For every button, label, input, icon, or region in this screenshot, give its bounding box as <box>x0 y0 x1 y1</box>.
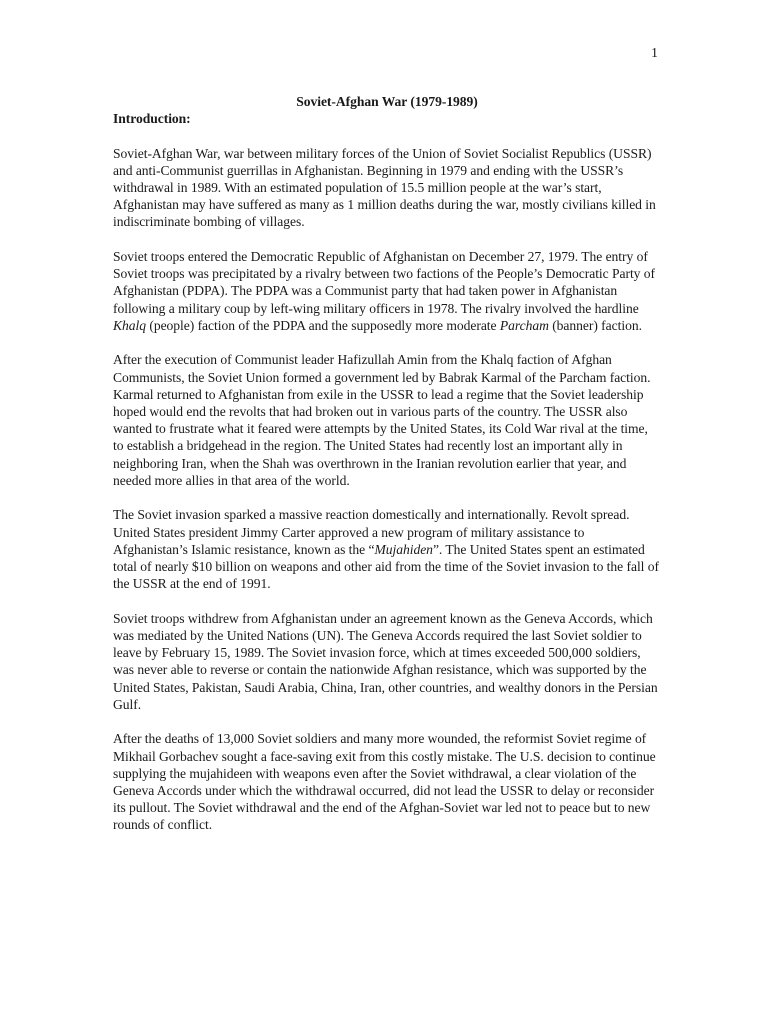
italic-term: Parcham <box>499 317 549 333</box>
section-heading: Introduction: <box>113 111 191 127</box>
paragraph-text: ”. The United States spent an estimated total of nearly $10 billion on weapons and other aid from the time of the Soviet invasion to the fall of the USSR at the end of 1991. <box>113 541 659 592</box>
document-body <box>113 93 661 851</box>
paragraph-text: The Soviet invasion sparked a massive reaction domestically and internationally. Revolt spread. United States president Jimmy Carter approved a new program of military assistance to Afghanistan’s Islamic resistance, known as the “ <box>113 507 630 557</box>
paragraph <box>113 351 661 489</box>
paragraph-text: After the deaths of 13,000 Soviet soldiers and many more wounded, the reformist Soviet regime of Mikhail Gorbachev sought a face-saving exit from this costly mistake. The U.S. decision to continue supplying the mujahideen with weapons even after the Soviet withdrawal, a clear violation of the Geneva Accords under which the withdrawal occurred, did not lead the USSR to delay or reconsider its pullout. The Soviet withdrawal and the end of the Afghan-Soviet war led not to peace but to new rounds of conflict. <box>113 731 656 833</box>
document-title: Soviet-Afghan War (1979-1989) <box>296 94 478 109</box>
paragraph-text: (people) faction of the PDPA and the supposedly more moderate <box>146 317 500 333</box>
paragraph-text: Soviet troops withdrew from Afghanistan under an agreement known as the Geneva Accords, which was mediated by the United Nations (UN). The Geneva Accords required the last Soviet soldier to leave by February 15, 1989. The Soviet invasion force, which at times exceeded 500,000 soldiers, was never able to reverse or contain the nationwide Afghan resistance, which was supported by the United States, Pakistan, Saudi Arabia, China, Iran, other countries, and wealthy donors in the Persian Gulf. <box>113 610 658 712</box>
paragraph-text: After the execution of Communist leader Hafizullah Amin from the Khalq faction of Afghan Communists, the Soviet Union formed a government led by Babrak Karmal of the Parcham faction. Karmal returned to Afghanistan from exile in the USSR to lead a regime that the Soviet leadership hoped would end the revolts that had broken out in various parts of the country. The USSR also wanted to frustrate what it feared were attempts by the United States, its Cold War rival at the time, to establish a bridgehead in the region. The United States had recently lost an important ally in neighboring Iran, when the Shah was overthrown in the Iranian revolution earlier that year, and needed more allies in that area of the world. <box>113 352 651 488</box>
paragraph-text: (banner) faction. <box>548 317 642 333</box>
page-number: 1 <box>651 46 658 61</box>
paragraph <box>113 145 661 231</box>
paragraph <box>113 610 661 713</box>
italic-term: Mujahiden <box>374 541 433 557</box>
italic-term: Khalq <box>113 317 146 333</box>
paragraph-text: Soviet-Afghan War, war between military forces of the Union of Soviet Socialist Republics (USSR) and anti-Communist guerrillas in Afghanistan. Beginning in 1979 and ending with the USSR’s withdrawal in 1989. With an estimated population of 15.5 million people at the war’s start, Afghanistan may have suffered as many as 1 million deaths during the war, mostly civilians killed in indiscriminate bombing of villages. <box>113 145 656 230</box>
paragraph <box>113 248 661 334</box>
paragraph-text: Soviet troops entered the Democratic Republic of Afghanistan on December 27, 1979. The entry of Soviet troops was precipitated by a rivalry between two factions of the People’s Democratic Party of Afghanistan (PDPA). The PDPA was a Communist party that had taken power in Afghanistan following a military coup by left-wing military officers in 1978. The rivalry involved the hardline <box>113 249 655 316</box>
paragraph <box>113 730 661 833</box>
paragraph <box>113 506 661 592</box>
